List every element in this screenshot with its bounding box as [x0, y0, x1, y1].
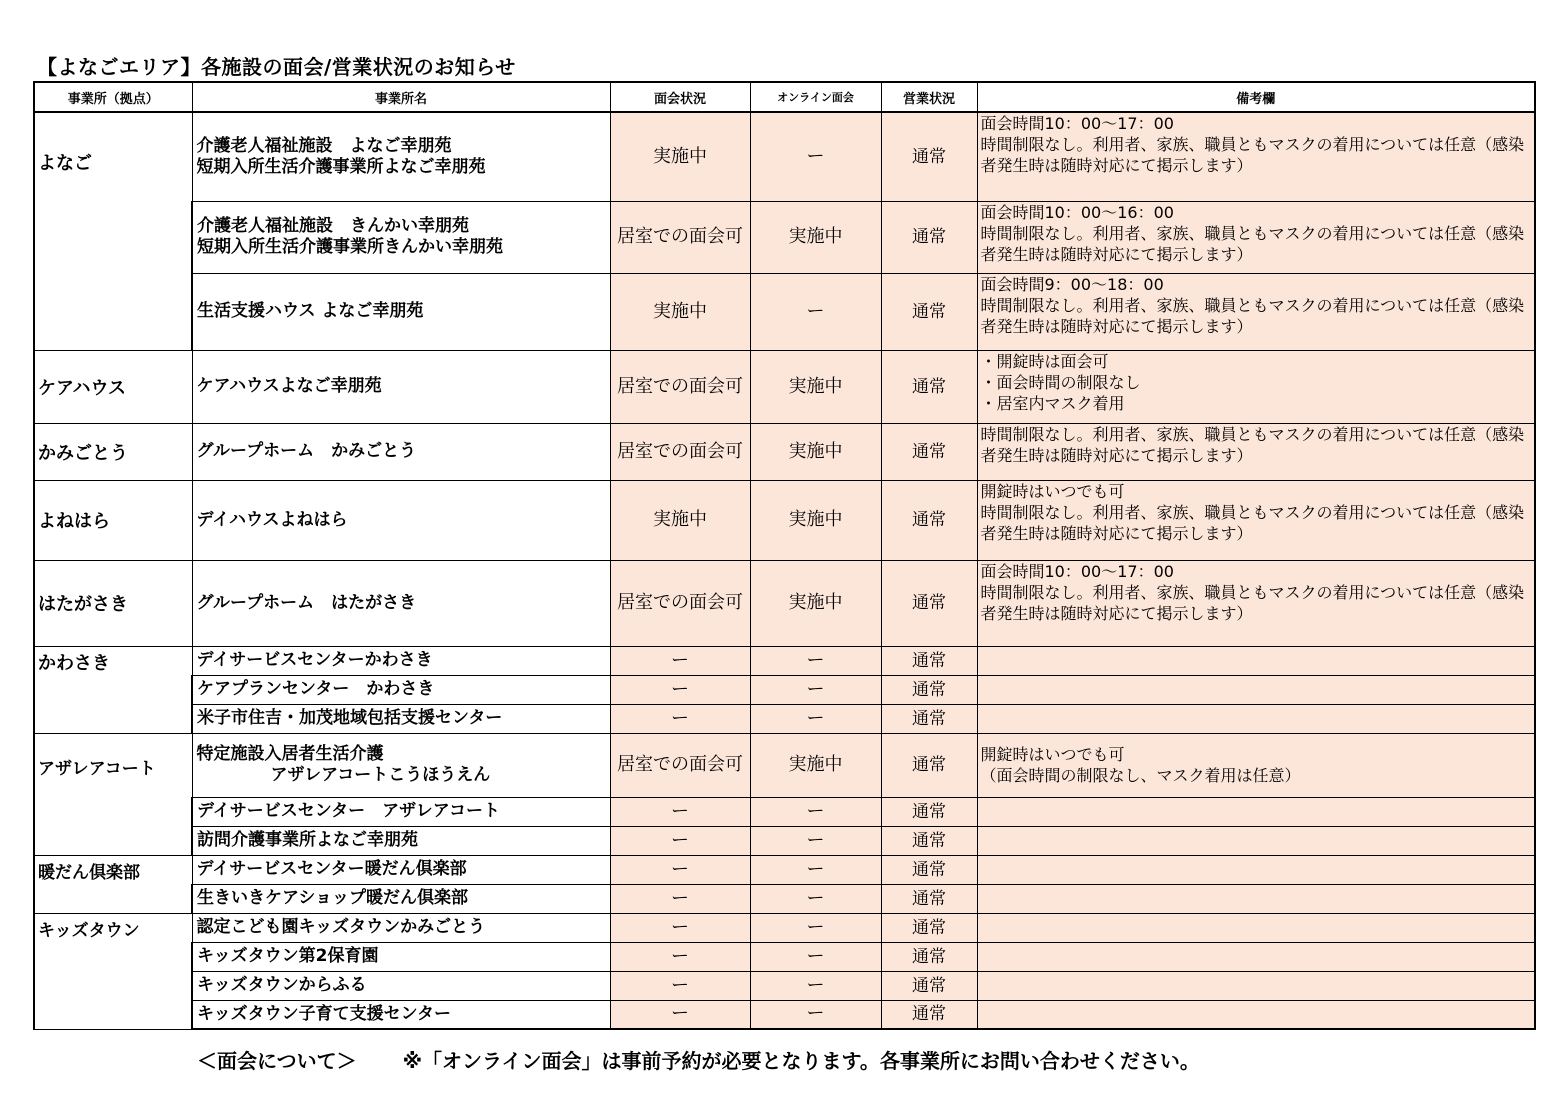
remarks-cell: 面会時間10：00～17：00 時間制限なし。利用者、家族、職員ともマスクの着用については任意（感染者発生時は随時対応にて掲示します） — [977, 112, 1535, 201]
facility-name-line: 短期入所生活介護事業所きんかい幸朋苑 — [197, 237, 503, 257]
facility-name-line: 訪問介護事業所よなご幸朋苑 — [197, 830, 418, 850]
facility-cell — [192, 855, 610, 884]
header-remarks: 備考欄 — [977, 82, 1535, 112]
visit-status-cell: 実施中 — [610, 112, 750, 201]
business-status-cell: 通常 — [881, 273, 977, 350]
visit-status-cell: ー — [610, 797, 750, 826]
visit-status-cell: ー — [610, 942, 750, 971]
table-row — [34, 855, 1535, 884]
area-cell: ケアハウス — [34, 350, 192, 423]
facility-name-line: 介護老人福祉施設 よなご幸朋苑 — [196, 135, 452, 156]
area-cell: よなご — [34, 112, 192, 350]
business-status-cell: 通常 — [881, 826, 977, 855]
remarks-cell — [977, 971, 1535, 1000]
remarks-cell — [977, 646, 1535, 675]
facility-name-line: デイハウスよねはら — [196, 509, 348, 530]
area-cell: アザレアコート — [34, 733, 192, 855]
remarks-cell — [977, 942, 1535, 971]
visit-status-cell: ー — [610, 971, 750, 1000]
business-status-cell: 通常 — [881, 423, 977, 480]
table-header-row — [34, 82, 1535, 112]
business-status-cell: 通常 — [881, 797, 977, 826]
table-row — [34, 884, 1535, 913]
facility-name-line: 特定施設入居者生活介護 — [196, 744, 384, 764]
table-row — [34, 273, 1535, 350]
remarks-cell — [977, 826, 1535, 855]
visit-status-cell: 居室での面会可 — [610, 350, 750, 423]
online-visit-cell: ー — [750, 704, 881, 733]
online-visit-cell: ー — [750, 646, 881, 675]
facility-cell — [192, 884, 610, 913]
business-status-cell: 通常 — [881, 480, 977, 560]
facility-name-line: キッズタウン子育て支援センター — [197, 1003, 451, 1024]
facility-name-line: ケアハウスよなご幸朋苑 — [196, 376, 382, 396]
facility-cell — [192, 273, 610, 350]
facility-cell — [192, 913, 610, 942]
table-row — [34, 1000, 1535, 1029]
facility-name-line: デイサービスセンター アザレアコート — [197, 801, 500, 821]
online-visit-cell: ー — [750, 942, 881, 971]
remarks-cell — [977, 1000, 1535, 1029]
online-visit-cell: 実施中 — [750, 733, 881, 797]
page-title: 【よなごエリア】各施設の面会/営業状況のお知らせ — [37, 55, 516, 79]
online-visit-cell: ー — [750, 884, 881, 913]
visit-status-cell: 居室での面会可 — [610, 560, 750, 646]
visit-status-cell: ー — [610, 675, 750, 704]
business-status-cell: 通常 — [881, 1000, 977, 1029]
online-visit-cell: ー — [750, 112, 881, 201]
facility-cell — [192, 201, 610, 273]
online-visit-cell: 実施中 — [750, 480, 881, 560]
facility-cell — [192, 971, 610, 1000]
remarks-cell — [977, 797, 1535, 826]
facility-name-line: キッズタウンからふる — [197, 975, 367, 995]
remarks-cell: 時間制限なし。利用者、家族、職員ともマスクの着用については任意（感染者発生時は随時対応にて掲示します） — [977, 423, 1535, 480]
remarks-cell — [977, 884, 1535, 913]
online-visit-cell: 実施中 — [750, 560, 881, 646]
facility-cell — [192, 733, 610, 797]
business-status-cell: 通常 — [881, 884, 977, 913]
remarks-cell: 開錠時はいつでも可 時間制限なし。利用者、家族、職員ともマスクの着用については任意（感染者発生時は随時対応にて掲示します） — [977, 480, 1535, 560]
table-row — [34, 913, 1535, 942]
facility-cell — [192, 942, 610, 971]
header-business-status: 営業状況 — [881, 82, 977, 112]
table-row — [34, 560, 1535, 646]
remarks-cell: 面会時間10：00～17：00 時間制限なし。利用者、家族、職員ともマスクの着用については任意（感染者発生時は随時対応にて掲示します） — [977, 560, 1535, 646]
business-status-cell: 通常 — [881, 646, 977, 675]
table-row — [34, 112, 1535, 201]
table-row — [34, 942, 1535, 971]
visit-status-cell: 居室での面会可 — [610, 733, 750, 797]
footer-label: ＜面会について＞ — [197, 1049, 357, 1073]
remarks-cell: 面会時間9：00～18：00 時間制限なし。利用者、家族、職員ともマスクの着用については任意（感染者発生時は随時対応にて掲示します） — [977, 273, 1535, 350]
visit-status-cell: ー — [610, 884, 750, 913]
visit-status-cell: ー — [610, 826, 750, 855]
facility-name-line: アザレアコートこうほうえん — [270, 765, 491, 785]
facility-name-line: デイサービスセンター暖だん倶楽部 — [196, 859, 467, 879]
facility-name-line: 短期入所生活介護事業所よなご幸朋苑 — [196, 156, 486, 177]
table-row — [34, 971, 1535, 1000]
remarks-cell — [977, 675, 1535, 704]
facility-status-table — [33, 81, 1536, 1030]
online-visit-cell: ー — [750, 971, 881, 1000]
visit-status-cell: 居室での面会可 — [610, 423, 750, 480]
online-visit-cell: ー — [750, 797, 881, 826]
table-row — [34, 423, 1535, 480]
online-visit-cell: ー — [750, 855, 881, 884]
facility-name-line: グループホーム はたがさき — [196, 592, 417, 613]
remarks-cell — [977, 913, 1535, 942]
visit-status-cell: 居室での面会可 — [610, 201, 750, 273]
facility-cell — [192, 797, 610, 826]
online-visit-cell: ー — [750, 675, 881, 704]
facility-name-line: デイサービスセンターかわさき — [196, 650, 433, 670]
visit-status-cell: ー — [610, 1000, 750, 1029]
business-status-cell: 通常 — [881, 855, 977, 884]
online-visit-cell: 実施中 — [750, 423, 881, 480]
business-status-cell: 通常 — [881, 942, 977, 971]
area-cell: かわさき — [34, 646, 192, 733]
business-status-cell: 通常 — [881, 560, 977, 646]
business-status-cell: 通常 — [881, 350, 977, 423]
table-row — [34, 201, 1535, 273]
facility-cell — [192, 560, 610, 646]
header-area: 事業所（拠点） — [34, 82, 192, 112]
facility-cell — [192, 350, 610, 423]
area-cell: キッズタウン — [34, 913, 192, 1029]
visit-status-cell: ー — [610, 855, 750, 884]
facility-cell — [192, 675, 610, 704]
visit-status-cell: ー — [610, 704, 750, 733]
footer-note — [197, 1045, 1200, 1074]
facility-name-line: 介護老人福祉施設 きんかい幸朋苑 — [197, 216, 469, 236]
business-status-cell: 通常 — [881, 913, 977, 942]
header-online-visit: オンライン面会 — [750, 82, 881, 112]
remarks-cell: ・開錠時は面会可 ・面会時間の制限なし ・居室内マスク着用 — [977, 350, 1535, 423]
area-cell: はたがさき — [34, 560, 192, 646]
facility-name-line: グループホーム かみごとう — [196, 441, 417, 461]
business-status-cell: 通常 — [881, 704, 977, 733]
facility-cell — [192, 1000, 610, 1029]
business-status-cell: 通常 — [881, 201, 977, 273]
table-row — [34, 704, 1535, 733]
business-status-cell: 通常 — [881, 971, 977, 1000]
business-status-cell: 通常 — [881, 112, 977, 201]
visit-status-cell: 実施中 — [610, 273, 750, 350]
header-facility: 事業所名 — [192, 82, 610, 112]
business-status-cell: 通常 — [881, 733, 977, 797]
facility-name-line: 認定こども園キッズタウンかみごとう — [196, 917, 486, 937]
header-visit-status: 面会状況 — [610, 82, 750, 112]
table-row — [34, 733, 1535, 797]
facility-cell — [192, 826, 610, 855]
facility-cell — [192, 423, 610, 480]
facility-name-line: ケアプランセンター かわさき — [197, 679, 435, 699]
area-cell: よねはら — [34, 480, 192, 560]
table-row — [34, 480, 1535, 560]
online-visit-cell: ー — [750, 1000, 881, 1029]
visit-status-cell: ー — [610, 913, 750, 942]
remarks-cell: 開錠時はいつでも可 （面会時間の制限なし、マスク着用は任意） — [977, 733, 1535, 797]
online-visit-cell: 実施中 — [750, 350, 881, 423]
remarks-cell — [977, 855, 1535, 884]
remarks-cell — [977, 704, 1535, 733]
table-row — [34, 797, 1535, 826]
facility-name-line: キッズタウン第2保育園 — [197, 946, 379, 966]
visit-status-cell: ー — [610, 646, 750, 675]
facility-cell — [192, 112, 610, 201]
online-visit-cell: ー — [750, 273, 881, 350]
online-visit-cell: ー — [750, 913, 881, 942]
footer-online-note: ※「オンライン面会」は事前予約が必要となります。各事業所にお問い合わせください。 — [402, 1049, 1200, 1073]
table-row — [34, 350, 1535, 423]
facility-name-line: 生きいきケアショップ暖だん倶楽部 — [197, 888, 468, 908]
table-row — [34, 646, 1535, 675]
online-visit-cell: ー — [750, 826, 881, 855]
area-cell: 暖だん倶楽部 — [34, 855, 192, 913]
facility-name-line: 米子市住吉・加茂地域包括支援センター — [197, 708, 503, 728]
visit-status-cell: 実施中 — [610, 480, 750, 560]
facility-cell — [192, 646, 610, 675]
table-row — [34, 675, 1535, 704]
remarks-cell: 面会時間10：00～16：00 時間制限なし。利用者、家族、職員ともマスクの着用については任意（感染者発生時は随時対応にて掲示します） — [977, 201, 1535, 273]
facility-cell — [192, 704, 610, 733]
facility-cell — [192, 480, 610, 560]
online-visit-cell: 実施中 — [750, 201, 881, 273]
area-cell: かみごとう — [34, 423, 192, 480]
table-row — [34, 826, 1535, 855]
facility-name-line: 生活支援ハウス よなご幸朋苑 — [197, 301, 424, 321]
business-status-cell: 通常 — [881, 675, 977, 704]
